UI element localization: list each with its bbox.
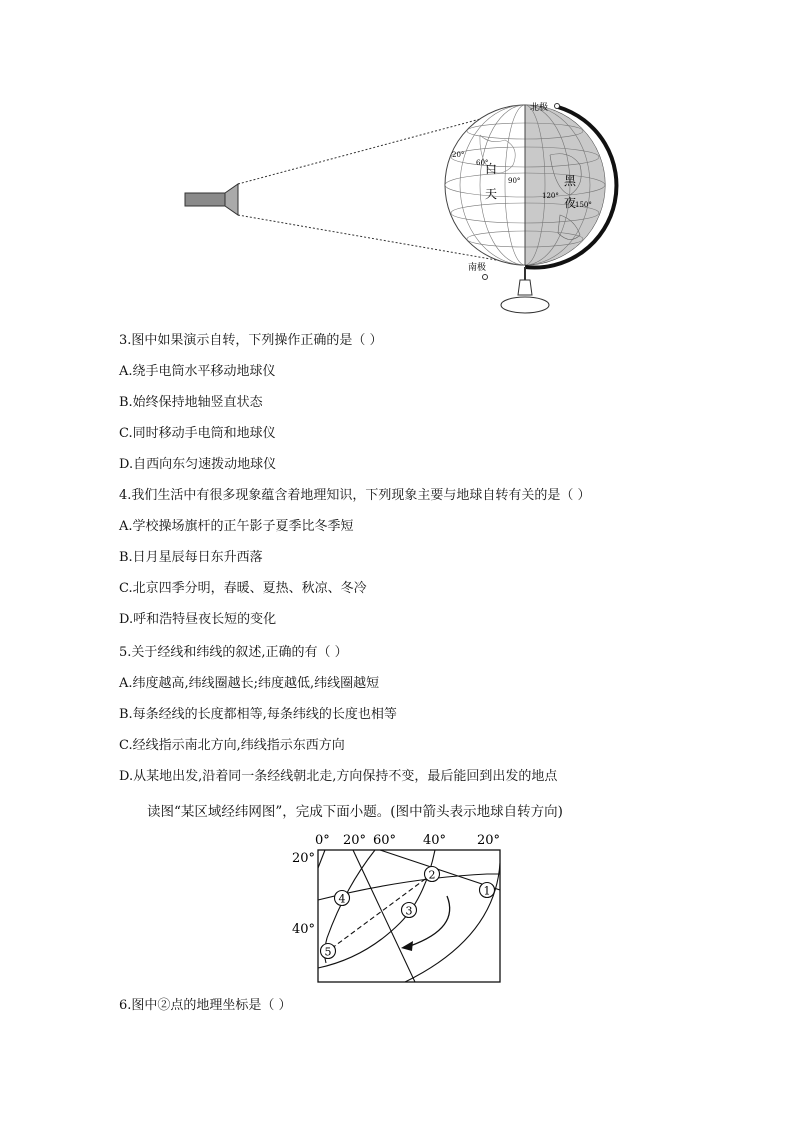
q5-option-a: A.纬度越高,纬线圈越长;纬度越低,纬线圈越短 <box>119 676 380 691</box>
left-label-20: 20° <box>292 851 316 866</box>
q3-option-b: B.始终保持地轴竖直状态 <box>119 395 263 410</box>
q4-option-a: A.学校操场旗杆的正午影子夏季比冬季短 <box>119 519 354 534</box>
top-label-20-right: 20° <box>477 833 501 848</box>
globe-stand <box>501 267 549 313</box>
night-label-1: 黑 <box>564 174 577 188</box>
left-label-40: 40° <box>292 922 316 937</box>
globe-lon-label-120: 120° <box>542 192 559 200</box>
globe-lon-label-150: 150° <box>575 201 592 209</box>
q3-option-d: D.自西向东匀速拨动地球仪 <box>119 457 277 472</box>
point-4-label: 4 <box>338 892 346 906</box>
south-pole-label: 南极 <box>468 263 487 273</box>
point-1 <box>480 883 495 898</box>
top-label-40: 40° <box>423 833 447 848</box>
globe <box>445 100 616 270</box>
point-3 <box>402 903 417 918</box>
q5-option-b: B.每条经线的长度都相等,每条纬线的长度也相等 <box>119 707 397 722</box>
q4-stem: 4.我们生活中有很多现象蕴含着地理知识，下列现象主要与地球自转有关的是（ ） <box>119 488 591 503</box>
point-2 <box>425 867 440 882</box>
q4-option-d: D.呼和浩特昼夜长短的变化 <box>119 612 277 627</box>
globe-lon-label-90: 90° <box>508 177 521 185</box>
q5-stem: 5.关于经线和纬线的叙述,正确的有（ ） <box>119 645 348 660</box>
point-1-label: 1 <box>483 884 491 898</box>
q6-stem: 6.图中②点的地理坐标是（ ） <box>119 998 292 1013</box>
north-pole-label: 北极 <box>530 103 549 113</box>
point-5 <box>321 944 336 959</box>
point-2-label: 2 <box>428 868 436 882</box>
point-4 <box>335 891 350 906</box>
top-label-20: 20° <box>343 833 367 848</box>
q5-option-d: D.从某地出发,沿着同一条经线朝北走,方向保持不变，最后能回到出发的地点 <box>119 769 558 784</box>
day-label-2: 天 <box>485 187 498 201</box>
globe-lat-label: 20° <box>452 151 465 159</box>
point-3-label: 3 <box>405 904 413 918</box>
top-label-60: 60° <box>373 833 397 848</box>
map-caption: 读图“某区域经纬网图”，完成下面小题。(图中箭头表示地球自转方向) <box>147 804 563 820</box>
q5-option-c: C.经线指示南北方向,纬线指示东西方向 <box>119 738 345 753</box>
q3-option-a: A.绕手电筒水平移动地球仪 <box>119 364 276 379</box>
flashlight-icon <box>185 184 238 215</box>
day-label-1: 白 <box>485 162 498 176</box>
globe-lon-label-60: 60° <box>476 159 489 167</box>
q4-option-c: C.北京四季分明，春暖、夏热、秋凉、冬冷 <box>119 581 367 596</box>
lat-lon-grid-map <box>285 828 515 988</box>
top-label-0: 0° <box>315 833 330 848</box>
globe-flashlight-figure <box>180 95 620 325</box>
point-5-label: 5 <box>324 945 332 959</box>
q3-stem: 3.图中如果演示自转，下列操作正确的是（ ） <box>119 333 383 348</box>
q3-option-c: C.同时移动手电筒和地球仪 <box>119 426 276 441</box>
night-label-2: 夜 <box>564 196 577 210</box>
q4-option-b: B.日月星辰每日东升西落 <box>119 550 263 565</box>
